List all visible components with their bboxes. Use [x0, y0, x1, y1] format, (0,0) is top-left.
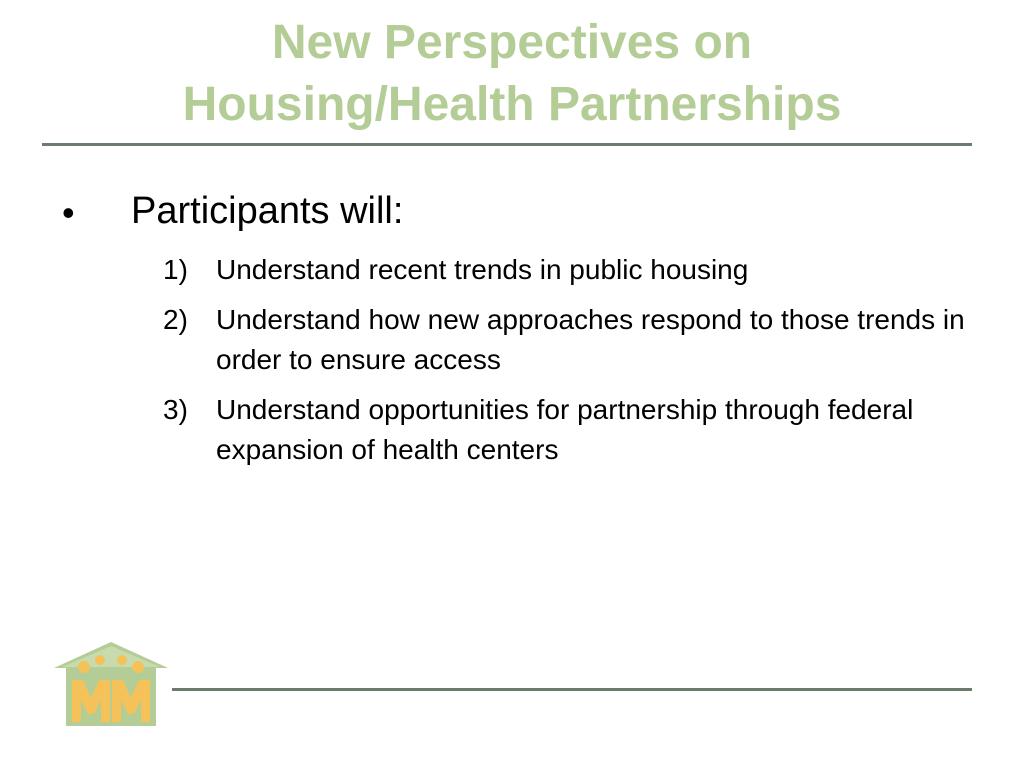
item-text: Understand recent trends in public housing: [216, 254, 749, 285]
item-number: 3): [163, 394, 188, 425]
slide-title: [40, 12, 984, 136]
objectives-list: [163, 250, 973, 480]
item-text: Understand opportunities for partnership through federal expansion of health centers: [216, 394, 914, 465]
list-item: [163, 250, 973, 290]
lead-text: Participants will:: [131, 190, 404, 232]
bullet-marker: •: [62, 192, 75, 233]
item-number: 1): [163, 254, 188, 285]
item-number: 2): [163, 304, 188, 335]
list-item: [163, 390, 973, 470]
footer-divider: [172, 688, 972, 691]
list-item: [163, 300, 973, 380]
title-line-1: New Perspectives on: [271, 16, 753, 69]
item-text: Understand how new approaches respond to those trends in order to ensure access: [216, 304, 965, 375]
title-line-2: Housing/Health Partnerships: [182, 78, 842, 131]
title-divider: [42, 143, 972, 146]
house-people-logo-icon: [52, 640, 170, 728]
